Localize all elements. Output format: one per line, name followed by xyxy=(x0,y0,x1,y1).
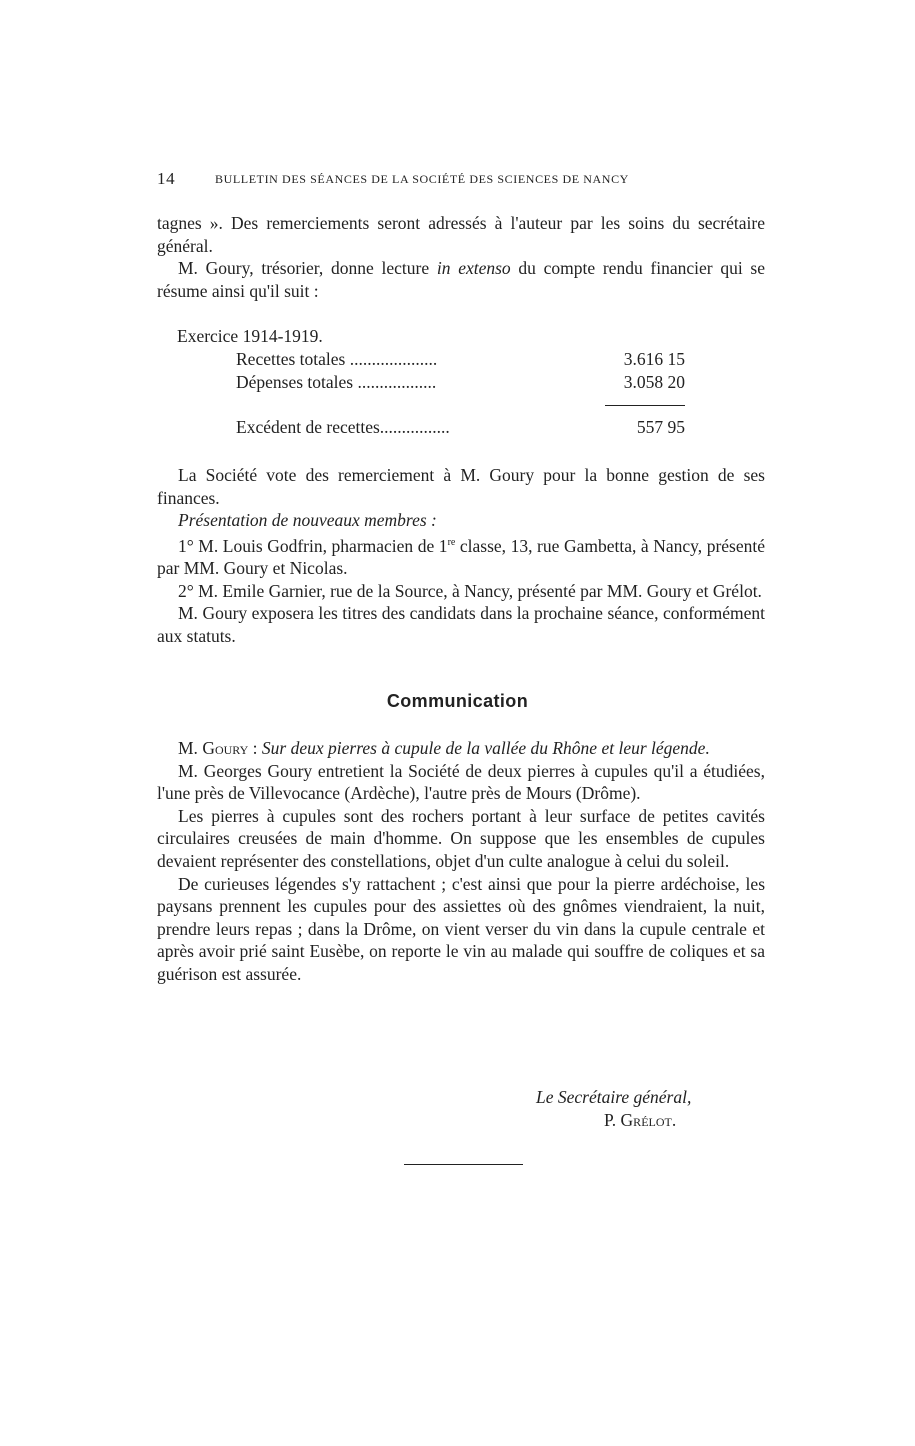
text: M. Louis Godfrin, pharmacien de 1 xyxy=(193,535,448,556)
text: Présentation de nouveaux membres : xyxy=(178,510,437,531)
section-heading: Communication xyxy=(386,691,529,711)
text: M. xyxy=(178,738,203,758)
paragraph-vote: La Société vote des remerciement à M. Goury pour la bonne gestion de ses finances. xyxy=(157,465,765,508)
author-name: Goury xyxy=(202,738,249,758)
income-value: 3.616 15 xyxy=(623,349,685,369)
presentation-heading xyxy=(157,509,765,532)
text: Grélot. xyxy=(620,1110,677,1130)
end-rule xyxy=(404,1164,523,1165)
text: classe, 13, rue Gambetta, à Nancy, présenté par MM. Goury et Nicolas. xyxy=(157,535,766,579)
paragraph-continuation: tagnes ». Des remerciements seront adressés à l'auteur par les soins du secrétaire général. xyxy=(157,213,765,256)
body-middle xyxy=(157,464,765,648)
surplus-value: 557 95 xyxy=(636,417,685,437)
paper-title: Sur deux pierres à cupule de la vallée du Rhône et leur légende. xyxy=(261,738,710,758)
page-number: 14 xyxy=(157,169,176,188)
paragraph-legends: De curieuses légendes s'y rattachent ; c'est ainsi que pour la pierre ardéchoise, les paysans prennent les cupules pour des assiettes où des gnômes viendraient, la nuit, prendre leurs repas ; dans la Drôme, on vient verser du vin dans la cupule centrale et après avoir prié saint Eusèbe, on reporte le vin au malade qui souffre de coliques et sa guérison est assurée. xyxy=(157,873,765,984)
income-label: Recettes totales .................... xyxy=(236,349,438,369)
paragraph-member-2: 2° M. Emile Garnier, rue de la Source, à Nancy, présenté par MM. Goury et Grélot. xyxy=(178,580,762,601)
text: 1° xyxy=(178,535,194,556)
paragraph-stones: M. Georges Goury entretient la Société de deux pierres à cupules qu'il a étudiées, l'une près de Villevocance (Ardèche), l'autre près de Mours (Drôme). xyxy=(157,760,765,804)
paragraph-cupules: Les pierres à cupules sont des rochers portant à leur surface de petites cavités circulaires creusées de main d'homme. On suppose que les ensembles de cupules devaient représenter des constellations, objet d'un culte analogue à celui du soleil. xyxy=(157,805,765,871)
body-top xyxy=(157,212,765,302)
surplus-label: Excédent de recettes................ xyxy=(236,417,450,437)
running-title: BULLETIN DES SÉANCES DE LA SOCIÉTÉ DES SCIENCES DE NANCY xyxy=(215,172,629,186)
text: re xyxy=(447,536,456,548)
text: : xyxy=(248,738,262,758)
communication-title xyxy=(157,737,765,760)
sum-rule xyxy=(605,405,685,406)
text: du compte rendu financier qui se résume ainsi qu'il suit : xyxy=(157,258,765,301)
italic-in-extenso: in extenso xyxy=(436,258,511,279)
paragraph-treasurer xyxy=(157,257,765,302)
paragraph-candidates: M. Goury exposera les titres des candidats dans la prochaine séance, conformément aux statuts. xyxy=(157,603,765,646)
body-communication xyxy=(157,737,765,986)
signature-name xyxy=(604,1110,676,1131)
signature-role xyxy=(536,1087,691,1108)
paragraph-member-1 xyxy=(157,532,765,580)
expense-label: Dépenses totales .................. xyxy=(236,372,437,392)
text: M. Goury, trésorier, donne lecture xyxy=(178,258,437,279)
expense-value: 3.058 20 xyxy=(623,372,685,392)
ledger-title: Exercice 1914-1919. xyxy=(177,326,323,346)
text: Le Secrétaire général, xyxy=(536,1087,692,1107)
text: P. xyxy=(604,1110,621,1130)
